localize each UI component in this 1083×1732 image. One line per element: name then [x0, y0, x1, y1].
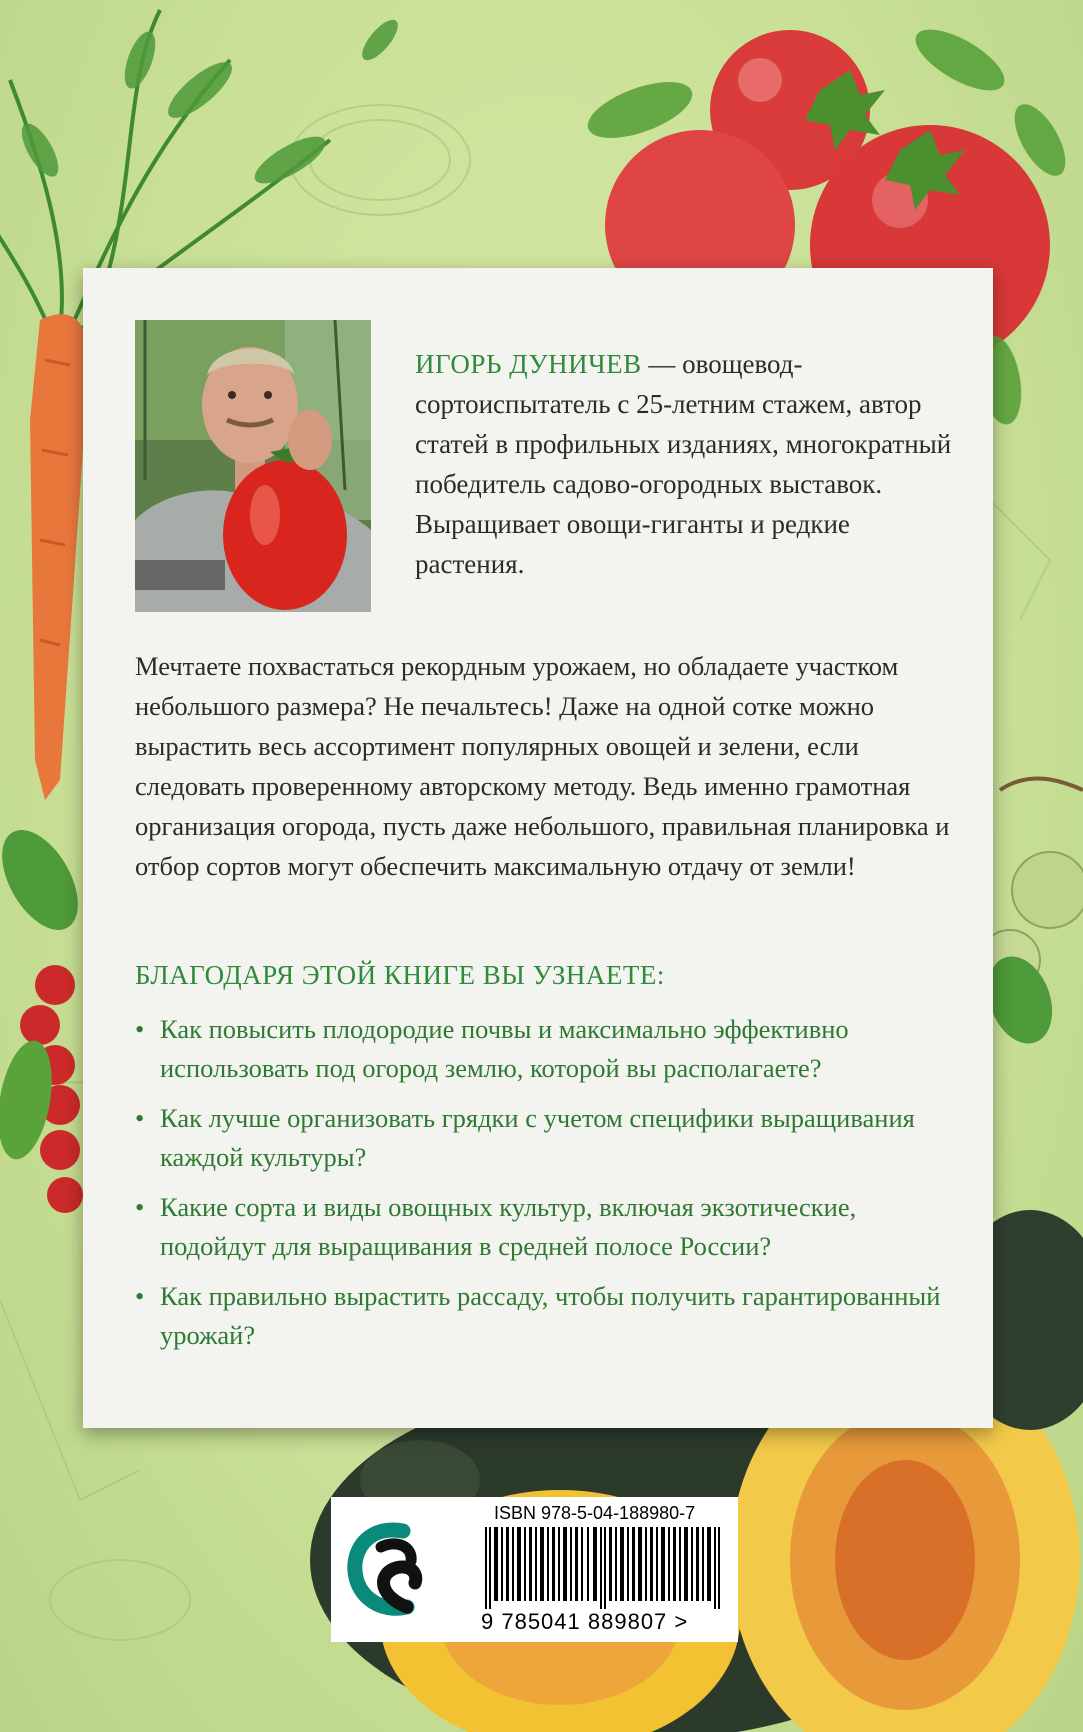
- book-description: Мечтаете похвастаться рекордным урожаем, но обладаете участком небольшого размера? Не печальтесь! Даже на одной сотке можно вырастить весь ассортимент популярных овощей и зелени, если следовать проверенному авторскому методу. Ведь именно грамотная организация огорода, пусть даже небольшого, правильная планировка и отбор сортов могут обеспечить максимальную отдачу от земли!: [135, 651, 950, 881]
- isbn-label: ISBN 978-5-04-188980-7: [494, 1503, 696, 1523]
- bullet-icon: •: [135, 1192, 145, 1222]
- bullet-icon: •: [135, 1281, 145, 1311]
- author-name: ИГОРЬ ДУНИЧЕВ: [415, 349, 642, 379]
- bullet-icon: •: [135, 1103, 145, 1133]
- ean-number: 9 785041 889807 >: [481, 1609, 689, 1634]
- list-item: • Как лучше организовать грядки с учетом специфики выращивания каждой культуры?: [135, 1099, 965, 1177]
- author-bio-line1: — овощевод-: [641, 349, 803, 379]
- barcode-block: [331, 1497, 738, 1642]
- learn-list: [135, 1010, 965, 1366]
- learn-heading: БЛАГОДАРЯ ЭТОЙ КНИГЕ ВЫ УЗНАЕТЕ:: [135, 960, 665, 990]
- author-bio: [415, 344, 955, 584]
- list-item: • Какие сорта и виды овощных культур, включая экзотические, подойдут для выращивания в средней полосе России?: [135, 1188, 965, 1266]
- list-item: • Как правильно вырастить рассаду, чтобы получить гарантированный урожай?: [135, 1277, 965, 1355]
- bullet-icon: •: [135, 1014, 145, 1044]
- eksmo-logo-icon: [341, 1517, 441, 1622]
- list-item: • Как повысить плодородие почвы и максимально эффективно использовать под огород землю, которой вы располагаете?: [135, 1010, 965, 1088]
- author-bio-text: сортоиспытатель с 25-летним стажем, автор статей в профильных изданиях, многократный победитель садово-огородных выставок. Выращивает овощи-гиганты и редкие растения.: [415, 389, 952, 579]
- author-photo: [135, 320, 371, 612]
- barcode-bars: [481, 1527, 731, 1609]
- annotation-card: [83, 268, 993, 1428]
